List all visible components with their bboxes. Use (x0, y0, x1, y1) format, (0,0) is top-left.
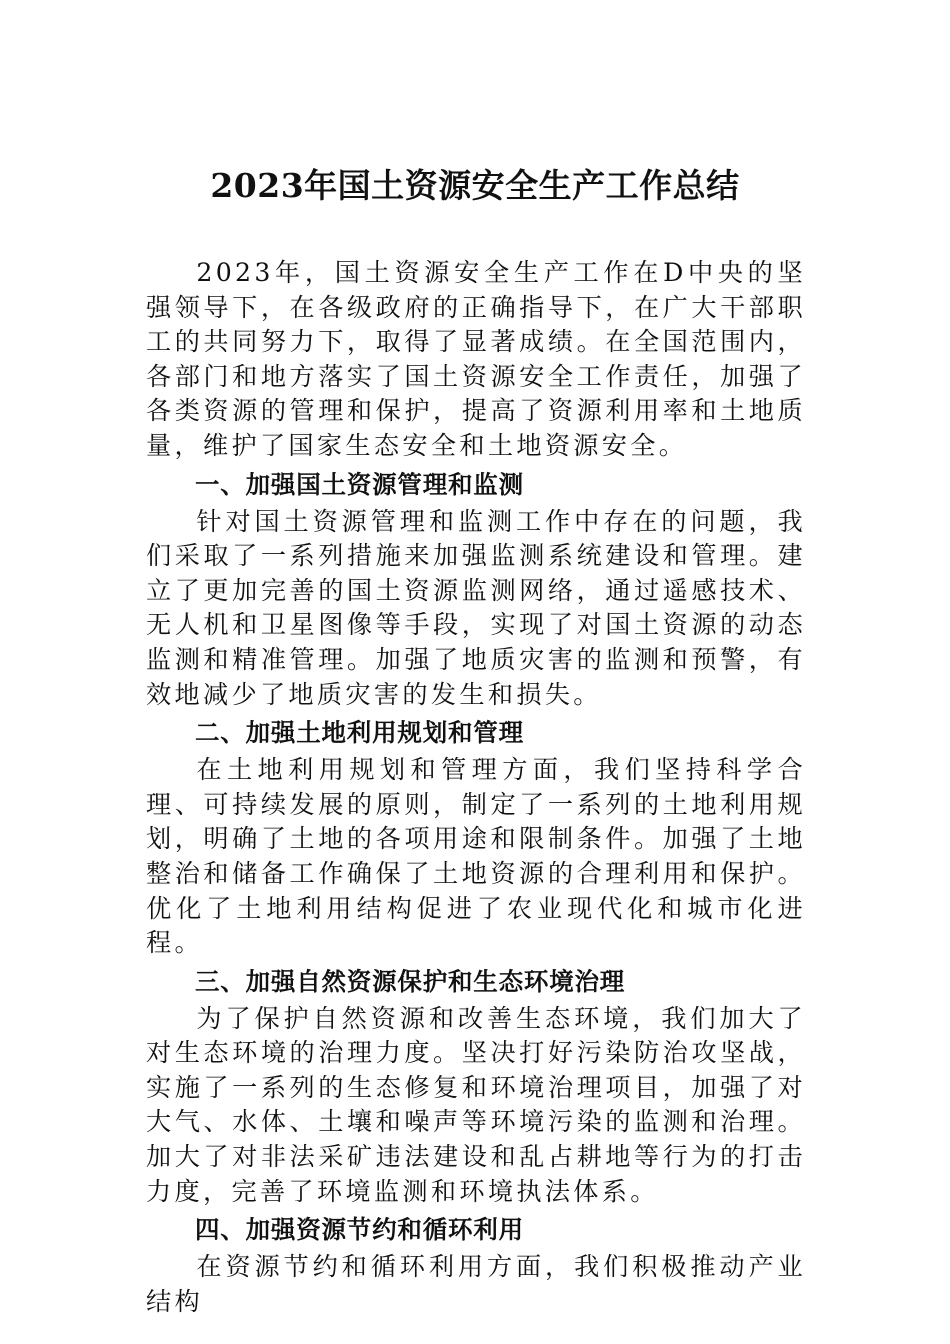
section-heading-2: 二、加强土地利用规划和管理 (195, 718, 524, 748)
section-heading-1: 一、加强国土资源管理和监测 (195, 469, 524, 499)
section-paragraph-1: 针对国土资源管理和监测工作中存在的问题，我们采取了一系列措施来加强监测系统建设和管理。建立了更加完善的国土资源监测网络，通过遥感技术、无人机和卫星图像等手段，实现了对国土资源的动态监测和精准管理。加强了地质灾害的监测和预警，有效地减少了地质灾害的发生和损失。 (146, 506, 806, 709)
section-heading-4: 四、加强资源节约和循环利用 (195, 1215, 524, 1245)
document-body (146, 256, 806, 1319)
document-title: 2023年国土资源安全生产工作总结 (210, 166, 740, 205)
section-heading-3: 三、加强自然资源保护和生态环境治理 (195, 966, 626, 996)
section-paragraph-3: 为了保护自然资源和改善生态环境，我们加大了对生态环境的治理力度。坚决打好污染防治攻坚战，实施了一系列的生态修复和环境治理项目，加强了对大气、水体、土壤和噪声等环境污染的监测和治理。加大了对非法采矿违法建设和乱占耕地等行为的打击力度，完善了环境监测和环境执法体系。 (146, 1003, 806, 1206)
section-paragraph-2: 在土地利用规划和管理方面，我们坚持科学合理、可持续发展的原则，制定了一系列的土地利用规划，明确了土地的各项用途和限制条件。加强了土地整治和储备工作确保了土地资源的合理利用和保护。优化了土地利用结构促进了农业现代化和城市化进程。 (146, 755, 806, 958)
section-paragraph-4: 在资源节约和循环利用方面，我们积极推动产业结构 (146, 1252, 806, 1316)
intro-paragraph: 2023年，国土资源安全生产工作在D中央的坚强领导下，在各级政府的正确指导下，在广大干部职工的共同努力下，取得了显著成绩。在全国范围内，各部门和地方落实了国土资源安全工作责任，加强了各类资源的管理和保护，提高了资源利用率和土地质量，维护了国家生态安全和土地资源安全。 (146, 258, 806, 460)
